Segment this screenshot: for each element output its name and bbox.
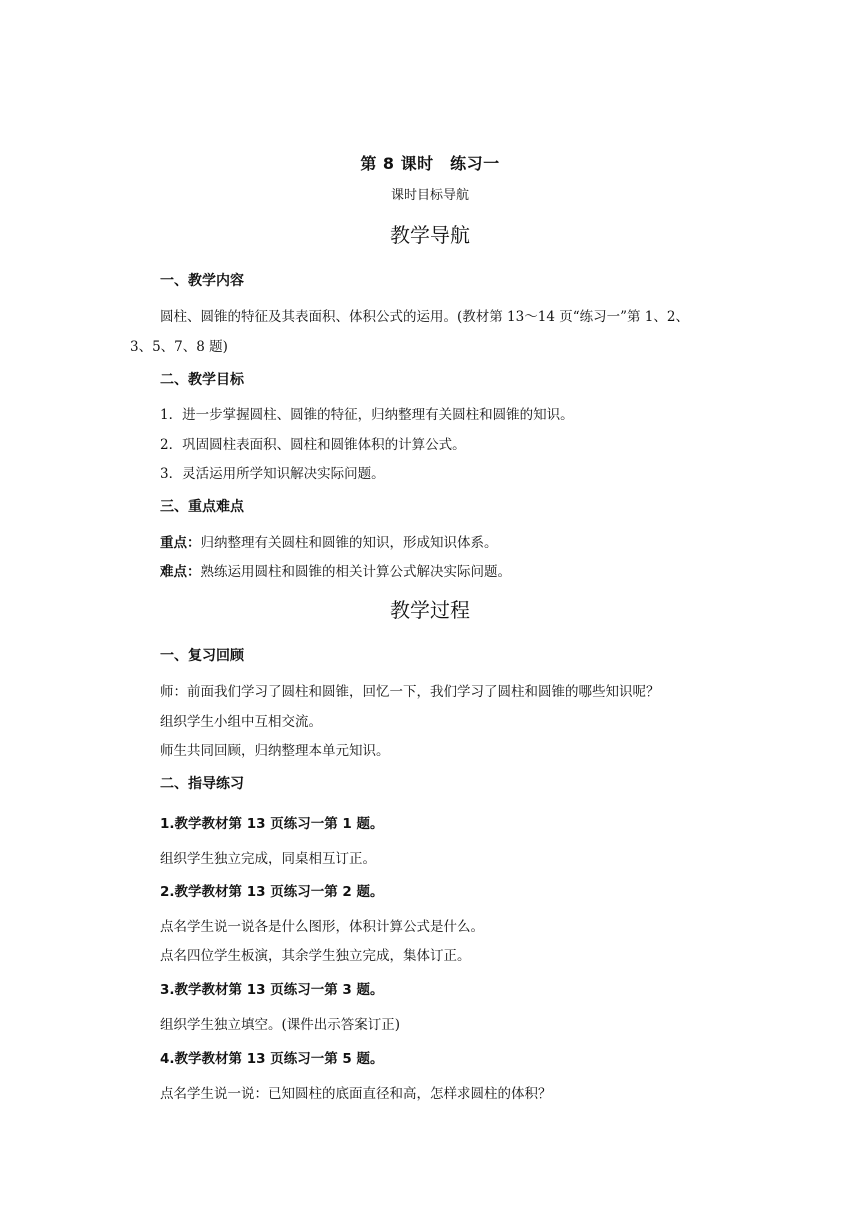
goal-item: 1．进一步掌握圆柱、圆锥的特征，归纳整理有关圆柱和圆锥的知识。 — [160, 407, 574, 423]
difficulty-line — [160, 560, 511, 580]
exercise-1-title: 1.教学教材第 13 页练习一第 1 题。 — [160, 816, 384, 832]
content-line-1: 圆柱、圆锥的特征及其表面积、体积公式的运用。(教材第 13～14 页“练习一”第 1、2、 — [160, 309, 689, 325]
review-line: 师生共同回顾，归纳整理本单元知识。 — [160, 743, 390, 759]
exercise-2-line: 点名学生说一说各是什么图形，体积计算公式是什么。 — [160, 919, 484, 935]
difficulty-text: 熟练运用圆柱和圆锥的相关计算公式解决实际问题。 — [200, 564, 511, 580]
exercise-1-line: 组织学生独立完成，同桌相互订正。 — [160, 851, 376, 867]
difficulty-label: 难点： — [160, 564, 201, 580]
goal-item: 3．灵活运用所学知识解决实际问题。 — [160, 466, 385, 482]
exercise-4-title: 4.教学教材第 13 页练习一第 5 题。 — [160, 1051, 384, 1067]
exercise-3-title: 3.教学教材第 13 页练习一第 3 题。 — [160, 982, 384, 998]
heading-review: 一、复习回顾 — [160, 648, 244, 664]
content-line-2: 3、5、7、8 题) — [130, 339, 228, 355]
goal-item: 2．巩固圆柱表面积、圆柱和圆锥体积的计算公式。 — [160, 437, 466, 453]
lesson-subtitle: 课时目标导航 — [390, 188, 469, 203]
section-heading-nav: 教学导航 — [390, 223, 470, 247]
review-line: 组织学生小组中互相交流。 — [160, 714, 322, 730]
heading-key-points: 三、重点难点 — [160, 499, 244, 515]
key-point-text: 归纳整理有关圆柱和圆锥的知识，形成知识体系。 — [200, 535, 498, 551]
exercise-2-line: 点名四位学生板演，其余学生独立完成，集体订正。 — [160, 948, 471, 964]
lesson-title: 第 8 课时 练习一 — [360, 154, 500, 173]
exercise-2-title: 2.教学教材第 13 页练习一第 2 题。 — [160, 884, 384, 900]
heading-content: 一、教学内容 — [160, 273, 244, 289]
exercise-3-line: 组织学生独立填空。(课件出示答案订正) — [160, 1017, 401, 1033]
section-heading-process: 教学过程 — [390, 598, 470, 622]
exercise-4-line: 点名学生说一说：已知圆柱的底面直径和高，怎样求圆柱的体积？ — [160, 1086, 552, 1102]
heading-practice: 二、指导练习 — [160, 776, 244, 792]
key-point-line — [160, 531, 498, 551]
review-line: 师：前面我们学习了圆柱和圆锥，回忆一下，我们学习了圆柱和圆锥的哪些知识呢？ — [160, 684, 660, 700]
key-point-label: 重点： — [160, 535, 201, 551]
heading-goals: 二、教学目标 — [160, 372, 244, 388]
